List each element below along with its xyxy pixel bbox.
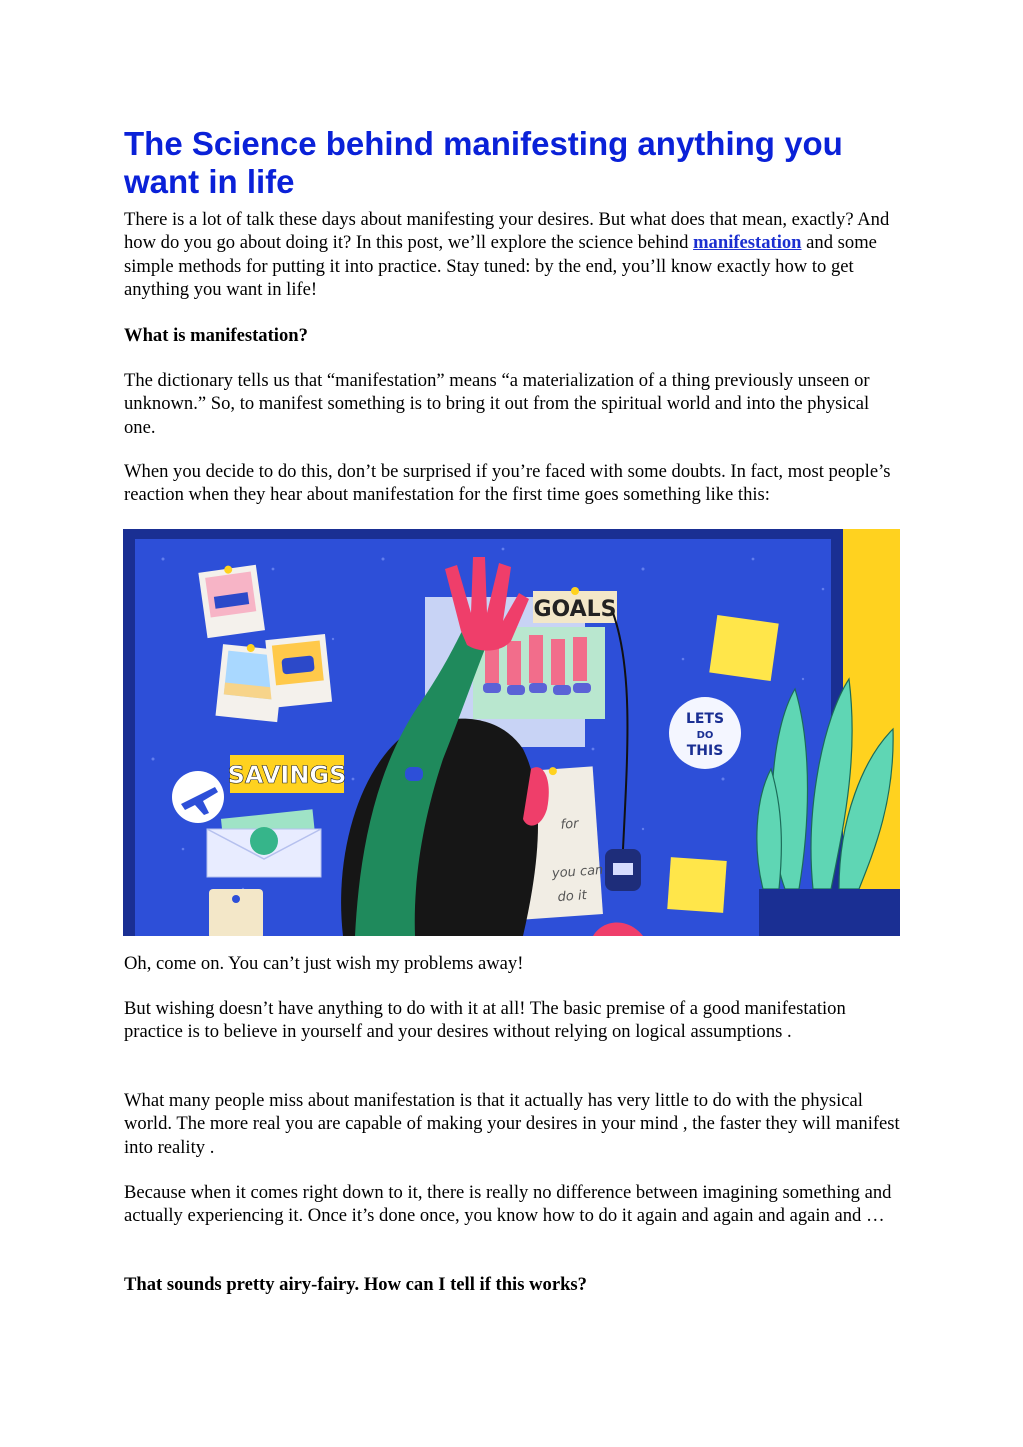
paragraph-physical-world: What many people miss about manifestation is that it actually has very little to do with the physical world. The more real you are capable of making your desires in your mind , the faster they will manifest into reality . xyxy=(124,1090,900,1158)
article xyxy=(124,125,904,201)
savings-tag xyxy=(228,755,347,793)
money-envelope xyxy=(207,809,321,877)
badge-line-2: DO xyxy=(696,730,714,741)
badge-line-3: THIS xyxy=(686,743,724,759)
paragraph-oh-come-on: Oh, come on. You can’t just wish my problems away! xyxy=(124,953,524,974)
paragraph-wishing: But wishing doesn’t have anything to do with it at all! The basic premise of a good manifestation practice is to believe in yourself and your desires without relying on logical assumptions . xyxy=(124,998,846,1043)
stopwatch-icon xyxy=(605,849,641,891)
article-title: The Science behind manifesting anything you want in life xyxy=(124,125,843,200)
paragraph-doubts: When you decide to do this, don’t be surprised if you’re faced with some doubts. In fact, most people’s reaction when they hear about manifestation for the first time goes something like this: xyxy=(124,461,891,506)
goals-text: GOALS xyxy=(533,597,617,622)
airplane-icon xyxy=(172,771,224,823)
note-line-3: do it xyxy=(557,888,588,906)
note-line-1: for xyxy=(560,816,580,833)
section-heading-what-is: What is manifestation? xyxy=(124,325,308,346)
intro-paragraph xyxy=(124,208,904,302)
lets-do-this-badge xyxy=(669,697,741,769)
savings-text: SAVINGS xyxy=(227,761,347,789)
manifestation-illustration xyxy=(123,529,900,936)
plant-pot xyxy=(759,889,900,936)
polaroid-cake xyxy=(198,562,265,638)
badge-line-1: LETS xyxy=(685,711,725,727)
section-heading-does-it-work: That sounds pretty airy-fairy. How can I tell if this works? xyxy=(124,1274,587,1295)
intro-text-start: There is a lot of talk these days about manifesting your desires. But what does that mean, exactly? And how do you go about doing it? In this post, we’ll explore the science behind xyxy=(124,209,890,254)
polaroid-car xyxy=(265,634,332,708)
paragraph-dictionary: The dictionary tells us that “manifestation” means “a materialization of a thing previously unseen or unknown.” So, to manifest something is to bring it out from the spiritual world and into the physical one. xyxy=(124,370,870,438)
price-tag xyxy=(209,889,263,936)
intro-text-end: and some simple methods for putting it into practice. Stay tuned: by the end, you’ll know exactly how to get anything you want in life! xyxy=(124,232,877,301)
manifestation-link[interactable]: manifestation xyxy=(693,232,802,254)
note-line-2: you can xyxy=(551,862,604,882)
sticky-note-top xyxy=(709,615,778,681)
paragraph-imagining: Because when it comes right down to it, there is really no difference between imagining something and actually experiencing it. Once it’s done once, you know how to do it again and again and again and … xyxy=(124,1182,892,1227)
sticky-note-bottom xyxy=(667,857,726,913)
hair-tie xyxy=(405,767,423,781)
